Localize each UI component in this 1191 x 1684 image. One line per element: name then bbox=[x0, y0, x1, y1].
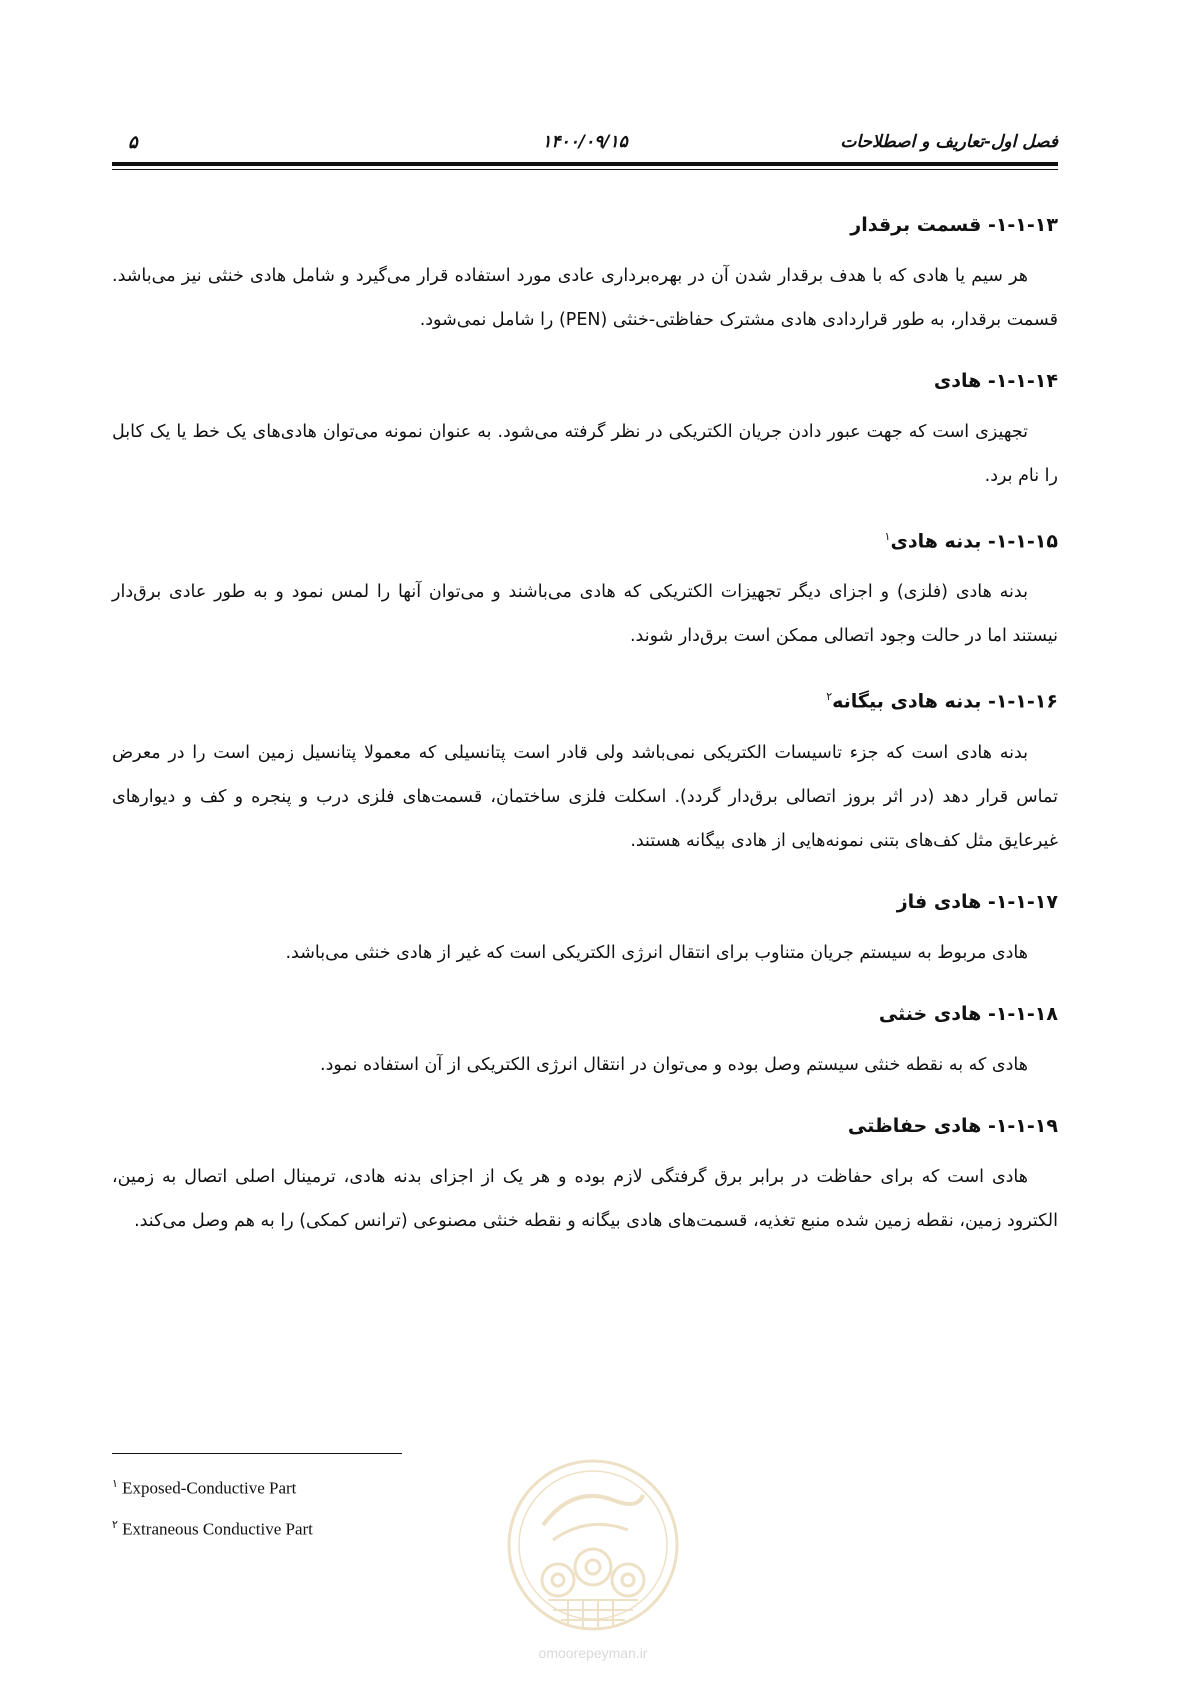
section-conductor bbox=[112, 366, 1058, 498]
footnote-1: $^۱$ Exposed-Conductive Part bbox=[112, 1478, 297, 1498]
header-rule-thick bbox=[112, 162, 1058, 166]
section-heading: ۱-۱-۱۴- هادی bbox=[933, 370, 1058, 392]
section-body: هادی که به نقطه خنثی سیستم وصل بوده و می‌توان در انتقال انرژی الکتریکی از آن استفاده نمود. bbox=[320, 1054, 1028, 1075]
watermark-logo bbox=[503, 1455, 683, 1670]
section-body: هادی است که برای حفاظت در برابر برق گرفتگی لازم بوده و هر یک از اجزای بدنه هادی، ترمینال اصلی اتصال به زمین، الکترود زمین، نقطه زمین شده منبع تغذیه، قسمت‌های هادی بیگانه و نقطه خنثی مصنوعی (ترانس کمکی) را به هم وصل می‌کند. bbox=[112, 1166, 1058, 1231]
section-heading: ۱-۱-۱۸- هادی خنثی bbox=[878, 1002, 1058, 1025]
main-content bbox=[112, 210, 1058, 1267]
section-extraneous-conductive-part bbox=[112, 682, 1058, 862]
section-protective-conductor bbox=[112, 1111, 1058, 1243]
section-heading: ۱-۱-۱۷- هادی فاز bbox=[896, 890, 1058, 913]
section-neutral-conductor bbox=[112, 999, 1058, 1087]
section-body: هر سیم یا هادی که با هدف برقدار شدن آن در بهره‌برداری عادی مورد استفاده قرار می‌گیرد و شامل هادی خنثی نیز می‌باشد. قسمت برقدار، به طور قراردادی هادی مشترک حفاظتی-خنثی (PEN) را شامل نمی‌شود. bbox=[112, 266, 1058, 330]
header-rule-thin bbox=[112, 169, 1058, 170]
section-heading: ۱-۱-۱۶- بدنه هادی بیگانه$^۲$ bbox=[826, 690, 1058, 713]
watermark-site: omoorepeyman.ir bbox=[538, 1645, 648, 1661]
section-heading: ۱-۱-۱۳- قسمت برقدار bbox=[850, 214, 1058, 236]
section-live-part bbox=[112, 210, 1058, 342]
seal-icon bbox=[503, 1455, 683, 1640]
page-number: ۵ bbox=[128, 132, 138, 153]
section-body: بدنه هادی (فلزی) و اجزای دیگر تجهیزات الکتریکی که هادی می‌باشند و می‌توان آنها را لمس نمود و به طور عادی برق‌دار نیستند اما در حالت وجود اتصالی ممکن است برق‌دار شوند. bbox=[112, 582, 1058, 647]
section-body: هادی مربوط به سیستم جریان متناوب برای انتقال انرژی الکتریکی است که غیر از هادی خنثی می‌باشد. bbox=[285, 942, 1028, 963]
section-body: تجهیزی است که جهت عبور دادن جریان الکتریکی در نظر گرفته می‌شود. به عنوان نمونه می‌توان هادی‌های یک خط یا یک کابل را نام برد. bbox=[112, 422, 1058, 486]
section-heading: ۱-۱-۱۹- هادی حفاظتی bbox=[847, 1114, 1058, 1137]
section-exposed-conductive-part bbox=[112, 522, 1058, 658]
footnote-separator bbox=[112, 1453, 402, 1454]
footnotes bbox=[112, 1466, 532, 1547]
section-heading: ۱-۱-۱۵- بدنه هادی$^۱$ bbox=[884, 530, 1058, 553]
page-header bbox=[112, 128, 1058, 164]
footnote-2: $^۲$ Extraneous Conductive Part bbox=[112, 1518, 313, 1539]
section-phase-conductor bbox=[112, 887, 1058, 975]
chapter-title: فصل اول-تعاریف و اصطلاحات bbox=[840, 132, 1058, 152]
section-body: بدنه هادی است که جزء تاسیسات الکتریکی نمی‌باشد ولی قادر است پتانسیلی که معمولا پتانسیل زمین است را در معرض تماس قرار دهد (در اثر بروز اتصالی برق‌دار گردد). اسکلت فلزی ساختمان، قسمت‌های فلزی درب و پنجره و کف و دیوارهای غیرعایق مثل کف‌های بتنی نمونه‌هایی از هادی بیگانه هستند. bbox=[112, 742, 1058, 851]
footnote-ref: ۲ bbox=[826, 690, 833, 704]
footnote-ref: ۱ bbox=[884, 530, 891, 543]
header-date: ۱۴۰۰/۰۹/۱۵ bbox=[542, 132, 628, 152]
